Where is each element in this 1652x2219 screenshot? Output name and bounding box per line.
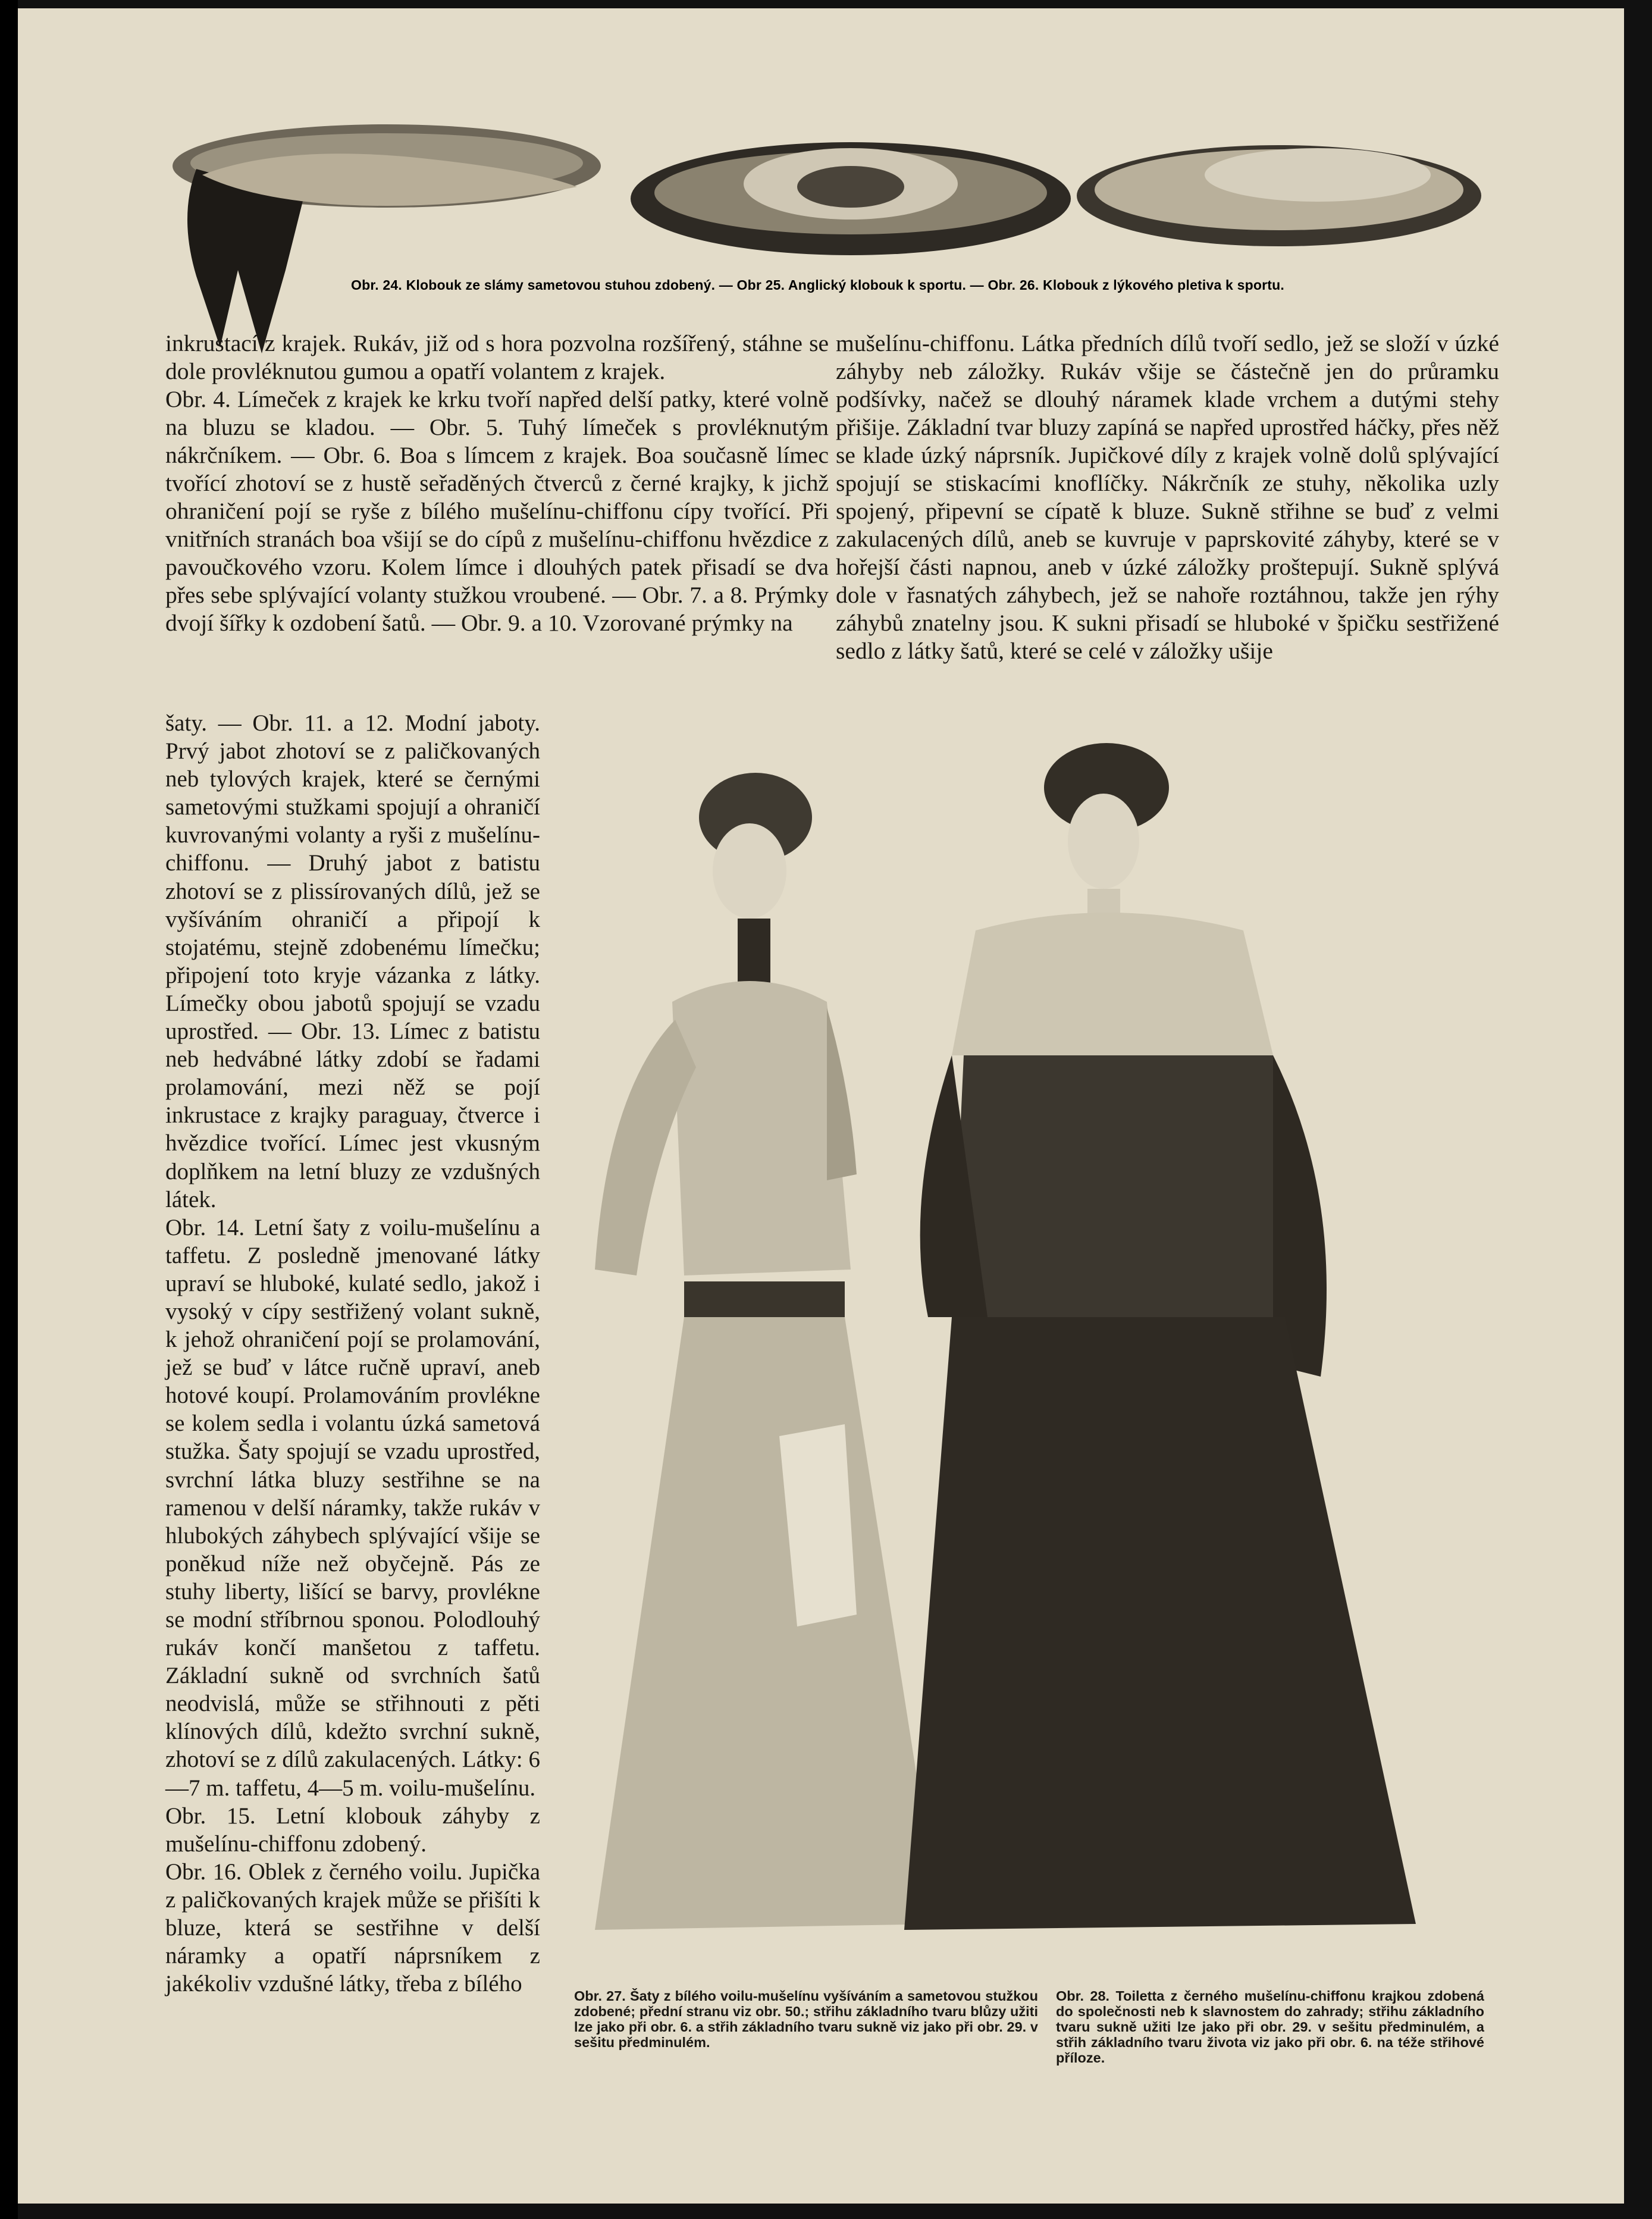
- figure-dark-dress: [904, 743, 1416, 1930]
- figure-white-dress: [595, 773, 940, 1930]
- paragraph: Obr. 14. Letní šaty z voilu-mušelínu a taffetu. Z posledně jmenované látky upraví se hluboké, kulaté sedlo, jakož i vysoký v cípy sestřižený volant sukně, k jehož ohraničení pojí se prolamování, jež se buď v látce ručně upraví, aneb hotové koupí. Prolamováním provlékne se kolem sedla i volantu úzká sametová stužka. Šaty spojují se vzadu uprostřed, svrchní látka bluzy sestřihne se na ramenou v delší náramky, takže rukáv v hlubokých záhybech splývající všije se poněkud níže než obyčejně. Pás ze stuhy liberty, lišící se barvy, provlékne se modní stříbrnou sponou. Polodlouhý rukáv končí manšetou z taffetu. Základní sukně od svrchních šatů neodvislá, může se střihnouti z pěti klínových dílů, kdežto svrchní sukně, zhotoví se z dílů zakulacených. Látky: 6—7 m. taffetu, 4—5 m. voilu-mušelínu.: [165, 1214, 540, 1801]
- hat-illustration-26: [1074, 130, 1490, 249]
- figure-27-caption: Obr. 27. Šaty z bílého voilu-mušelínu vyšíváním a sametovou stužkou zdobené; přední stranu viz obr. 50.; střihu základního tvaru blůzy užiti lze jako při obr. 6. a střih základního tvaru sukně viz jako při obr. 29. v sešitu předminulém.: [574, 1988, 1038, 2050]
- magazine-page: [18, 8, 1624, 2204]
- hats-caption: Obr. 24. Klobouk ze slámy sametovou stuhou zdobený. — Obr 25. Anglický klobouk k sportu. — Obr. 26. Klobouk z lýkového pletiva k sportu.: [351, 277, 1284, 293]
- figure-28-caption: Obr. 28. Toiletta z černého mušelínu-chiffonu krajkou zdobená do společnosti neb k slavnostem do zahrady; střihu základního tvaru sukně užiti lze jako při obr. 29. v sešitu předminulém, a střih základního tvaru života viz jako při obr. 6. na téže střihové příloze.: [1056, 1988, 1484, 2066]
- fashion-illustration: [571, 722, 1487, 1960]
- paragraph: Obr. 16. Oblek z černého voilu. Jupička z paličkovaných krajek může se přišíti k bluze, která se sestřihne v delší náramky a opatří náprsníkem z jakékoliv vzdušné látky, třeba z bílého: [165, 1858, 540, 1997]
- paragraph: mušelínu-chiffonu. Látka předních dílů tvoří sedlo, jež se složí v úzké záhyby neb záložky. Rukáv všije se částečně jen do průramku podšívky, načež se dlouhý náramek klade vrchem a dutými stehy přišije. Základní tvar bluzy zapíná se napřed uprostřed háčky, přes něž se klade úzký náprsník. Jupičkové díly z krajek volně dolů splývající spojují se stiskacími knoflíčky. Nákrčník ze stuhy, několika uzly spojený, připevní se cípatě k bluze. Sukně střihne se buď z velmi zakulacených dílů, aneb se kuvruje v paprskovité záhyby, které se v hořejší části napnou, aneb v úzké záložky proštepují. Sukně splývá dole v řasnatých záhybech, jež se nahoře roztáhnou, takže jen rýhy záhybů znatelny jsou. K sukni přisadí se hluboké v špičku sestřižené sedlo z látky šatů, které se celé v záložky ušije: [836, 330, 1499, 664]
- paragraph: Obr. 15. Letní klobouk záhyby z mušelínu-chiffonu zdobený.: [165, 1803, 540, 1857]
- hat-illustration-24: [161, 121, 631, 359]
- scan-border: [0, 0, 18, 2219]
- text-column-left-top: [165, 330, 829, 637]
- paragraph: inkrustací z krajek. Rukáv, již od s hora pozvolna rozšířený, stáhne se dole provléknutou gumou a opatří volantem z krajek.: [165, 330, 829, 384]
- paragraph: šaty. — Obr. 11. a 12. Modní jaboty. Prvý jabot zhotoví se z paličkovaných neb tylových krajek, které se černými sametovými stužkami spojují a ohraničí kuvrovanými volanty a ryši z mušelínu-chiffonu. — Druhý jabot z batistu zhotoví se z plissírovaných dílů, jež se vyšíváním ohraničí a připojí k stojatému, stejně zdobenému límečku; připojení toto kryje vázanka z látky. Límečky obou jabotů spojují se vzadu uprostřed. — Obr. 13. Límec z batistu neb hedvábné látky zdobí se řadami prolamování, mezi něž se pojí inkrustace z krajky paraguay, čtverce i hvězdice tvořící. Límec jest vkusným doplňkem na letní bluzy ze vzdušných látek.: [165, 710, 540, 1212]
- hat-illustration-25: [625, 127, 1077, 264]
- text-column-narrow: [165, 709, 540, 1998]
- paragraph: Obr. 4. Límeček z krajek ke krku tvoří napřed delší patky, které volně na bluzu se kladou. — Obr. 5. Tuhý límeček s provléknutým nákrčníkem. — Obr. 6. Boa s límcem z krajek. Boa současně límec tvořící zhotoví se z hustě seřaděných čtverců z černé krajky, k jichž ohraničení pojí se ryše z bílého mušelínu-chiffonu cípy tvořící. Při vnitřních stranách boa všijí se do cípů z mušelínu-chiffonu hvězdice z pavoučkového vzoru. Kolem límce i dlouhých patek přisadí se dva přes sebe splývající volanty stužkou vroubené. — Obr. 7. a 8. Prýmky dvojí šířky k ozdobení šatů. — Obr. 9. a 10. Vzorované prýmky na: [165, 386, 829, 636]
- text-column-right-top: [836, 330, 1499, 665]
